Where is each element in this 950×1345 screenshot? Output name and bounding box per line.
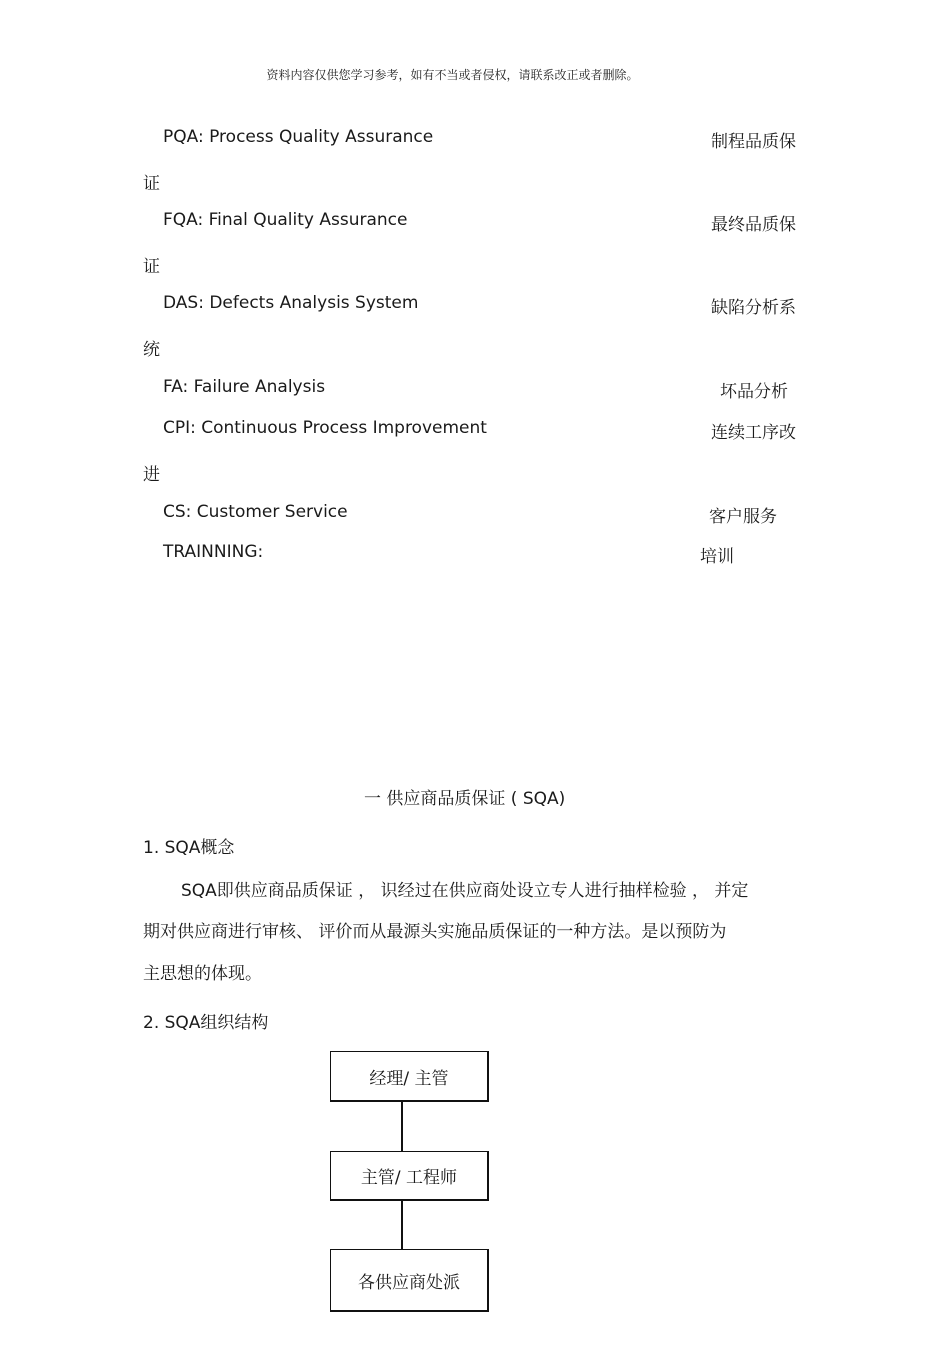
term-cs-cn: 客户服务 bbox=[709, 507, 777, 527]
term-cpi-cn: 连续工序改 bbox=[711, 423, 796, 443]
org-box-dispatch-label: 各供应商处派 bbox=[358, 1272, 460, 1293]
term-pqa-cn-cont: 证 bbox=[143, 174, 160, 194]
term-cpi-cn-cont: 进 bbox=[143, 465, 160, 485]
term-cs-en: CS: Customer Service bbox=[163, 502, 348, 522]
term-das-cn-cont: 统 bbox=[143, 340, 160, 360]
term-pqa-cn: 制程品质保 bbox=[711, 132, 796, 152]
item1-body-line3: 主思想的体现。 bbox=[143, 964, 262, 984]
disclaimer-header: 资料内容仅供您学习参考，如有不当或者侵权，请联系改正或者删除。 bbox=[266, 68, 639, 82]
term-training-en: TRAINNING: bbox=[163, 542, 264, 562]
term-training-cn: 培训 bbox=[700, 547, 734, 567]
item1-heading: 1. SQA概念 bbox=[143, 838, 235, 858]
term-cpi-en: CPI: Continuous Process Improvement bbox=[163, 418, 487, 438]
term-fa-cn: 坏品分析 bbox=[720, 382, 788, 402]
org-box-engineer bbox=[330, 1151, 489, 1201]
org-connector-1 bbox=[401, 1101, 403, 1151]
term-fqa-cn-cont: 证 bbox=[143, 257, 160, 277]
org-box-engineer-label: 主管/ 工程师 bbox=[360, 1168, 458, 1188]
org-box-manager-label: 经理/ 主管 bbox=[369, 1068, 449, 1089]
term-fqa-en: FQA: Final Quality Assurance bbox=[163, 210, 408, 230]
section-title: 一 供应商品质保证 ( SQA) bbox=[364, 789, 566, 809]
org-box-manager bbox=[330, 1051, 489, 1102]
org-box-dispatch bbox=[330, 1249, 489, 1312]
org-connector-2 bbox=[401, 1200, 403, 1250]
term-das-en: DAS: Defects Analysis System bbox=[163, 293, 419, 313]
item2-heading: 2. SQA组织结构 bbox=[143, 1013, 269, 1033]
term-pqa-en: PQA: Process Quality Assurance bbox=[163, 127, 434, 147]
item1-body-line2: 期对供应商进行审核、 评价而从最源头实施品质保证的一种方法。是以预防为 bbox=[143, 922, 727, 942]
term-fqa-cn: 最终品质保 bbox=[711, 215, 796, 235]
term-fa-en: FA: Failure Analysis bbox=[163, 377, 326, 397]
item1-body-line1: SQA即供应商品质保证 ， 识经过在供应商处设立专人进行抽样检验 ， 并定 bbox=[181, 881, 749, 901]
term-das-cn: 缺陷分析系 bbox=[711, 298, 796, 318]
